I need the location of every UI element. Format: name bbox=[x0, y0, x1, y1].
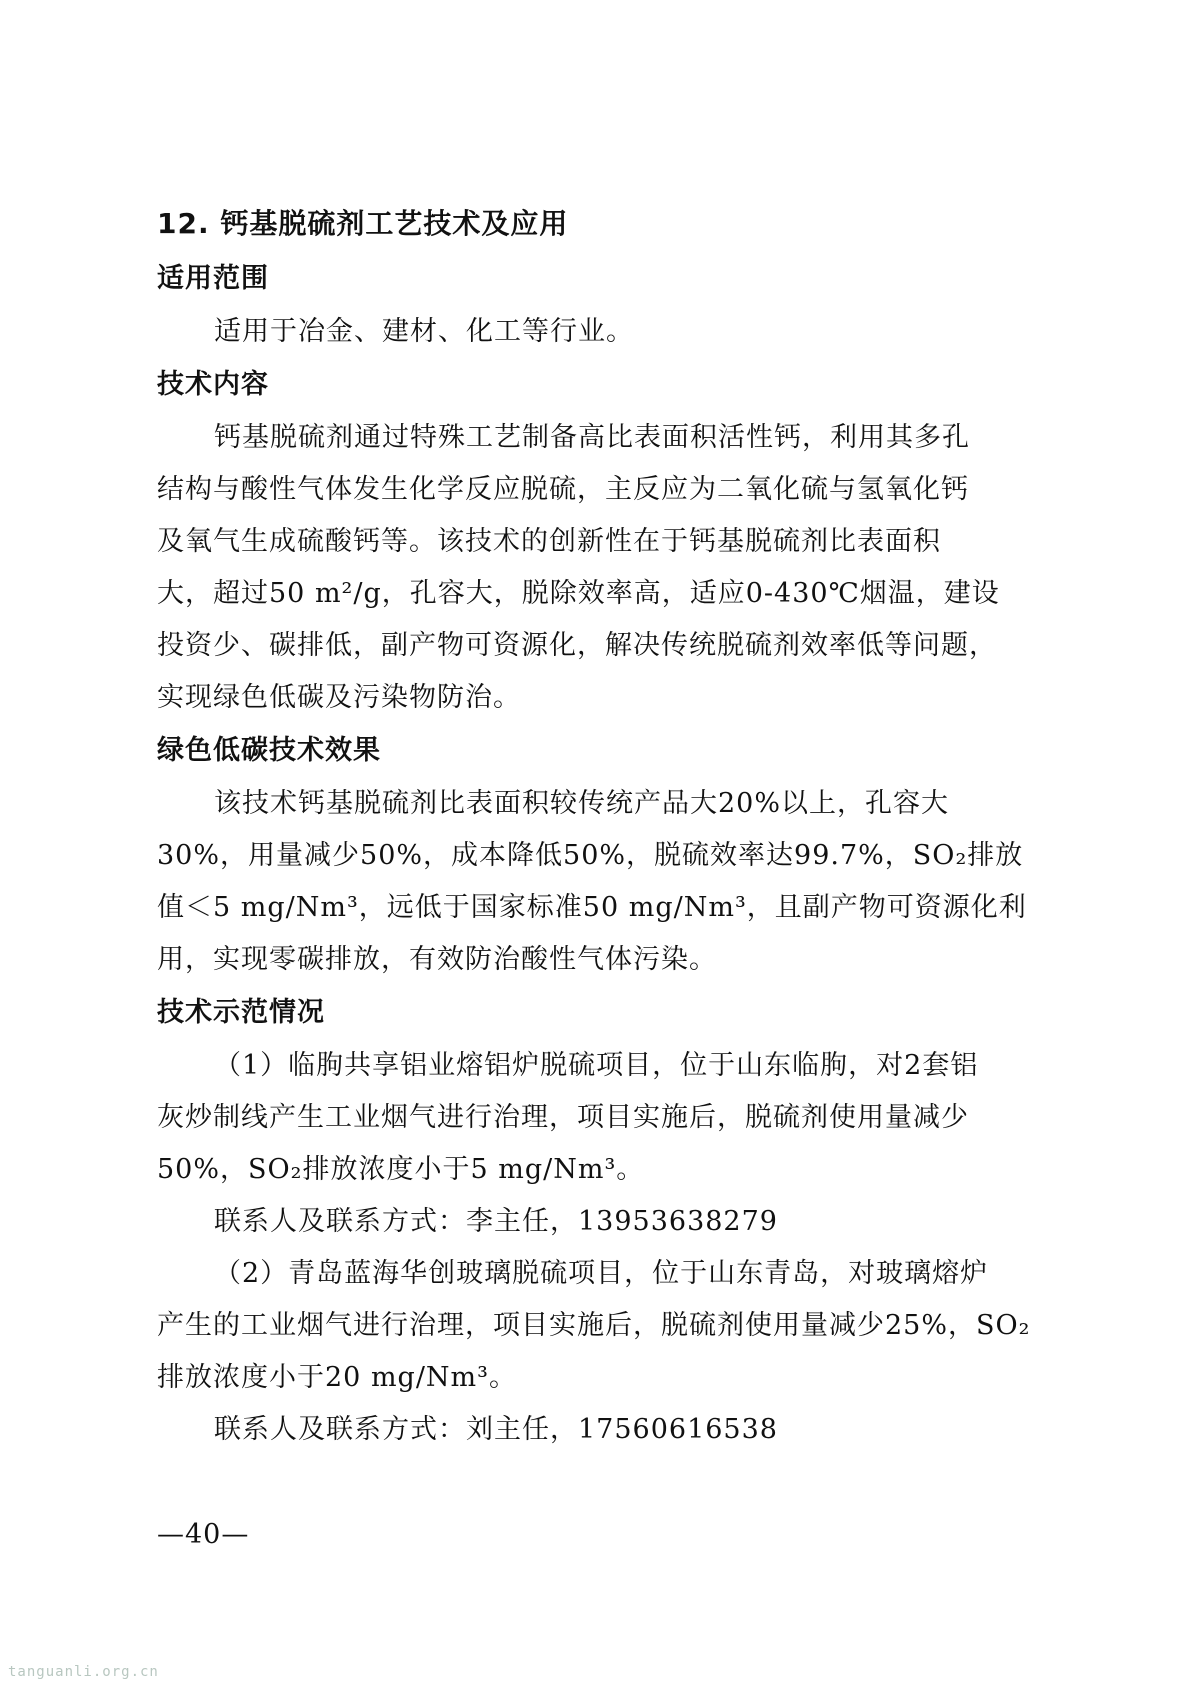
document-page bbox=[157, 196, 1047, 1456]
watermark: tanguanli.org.cn bbox=[8, 1664, 159, 1680]
demo-line-1: （1）临朐共享铝业熔铝炉脱硫项目，位于山东临朐，对2套铝 bbox=[214, 1050, 979, 1081]
page-number: —40— bbox=[157, 1519, 250, 1550]
scope-line-1: 适用于冶金、建材、化工等行业。 bbox=[214, 316, 634, 347]
demo-contact-2: 联系人及联系方式：刘主任，17560616538 bbox=[214, 1414, 778, 1445]
section-heading-scope: 适用范围 bbox=[157, 263, 269, 294]
demo-line-7: 排放浓度小于20 mg/Nm³。 bbox=[157, 1362, 517, 1393]
content-line-4: 大，超过50 m²/g，孔容大，脱除效率高，适应0-430℃烟温，建设 bbox=[157, 578, 1000, 609]
content-line-2: 结构与酸性气体发生化学反应脱硫，主反应为二氧化硫与氢氧化钙 bbox=[157, 474, 969, 505]
demo-line-5: （2）青岛蓝海华创玻璃脱硫项目，位于山东青岛，对玻璃熔炉 bbox=[214, 1258, 989, 1289]
demo-line-6: 产生的工业烟气进行治理，项目实施后，脱硫剂使用量减少25%，SO₂ bbox=[157, 1310, 1031, 1341]
effect-line-3: 值＜5 mg/Nm³，远低于国家标准50 mg/Nm³，且副产物可资源化利 bbox=[157, 892, 1027, 923]
effect-line-4: 用，实现零碳排放，有效防治酸性气体污染。 bbox=[157, 944, 717, 975]
effect-line-1: 该技术钙基脱硫剂比表面积较传统产品大20%以上，孔容大 bbox=[214, 788, 950, 819]
document-title: 12. 钙基脱硫剂工艺技术及应用 bbox=[157, 207, 569, 240]
content-line-1: 钙基脱硫剂通过特殊工艺制备高比表面积活性钙，利用其多孔 bbox=[214, 422, 970, 453]
content-line-5: 投资少、碳排低，副产物可资源化，解决传统脱硫剂效率低等问题， bbox=[157, 630, 997, 661]
demo-line-3: 50%，SO₂排放浓度小于5 mg/Nm³。 bbox=[157, 1154, 645, 1185]
demo-contact-1: 联系人及联系方式：李主任，13953638279 bbox=[214, 1206, 778, 1237]
effect-line-2: 30%，用量减少50%，成本降低50%，脱硫效率达99.7%，SO₂排放 bbox=[157, 840, 1024, 871]
section-heading-demo: 技术示范情况 bbox=[157, 997, 325, 1028]
section-heading-effect: 绿色低碳技术效果 bbox=[157, 735, 381, 766]
content-line-3: 及氧气生成硫酸钙等。该技术的创新性在于钙基脱硫剂比表面积 bbox=[157, 526, 941, 557]
demo-line-2: 灰炒制线产生工业烟气进行治理，项目实施后，脱硫剂使用量减少 bbox=[157, 1102, 969, 1133]
content-line-6: 实现绿色低碳及污染物防治。 bbox=[157, 682, 521, 713]
section-heading-content: 技术内容 bbox=[157, 369, 269, 400]
